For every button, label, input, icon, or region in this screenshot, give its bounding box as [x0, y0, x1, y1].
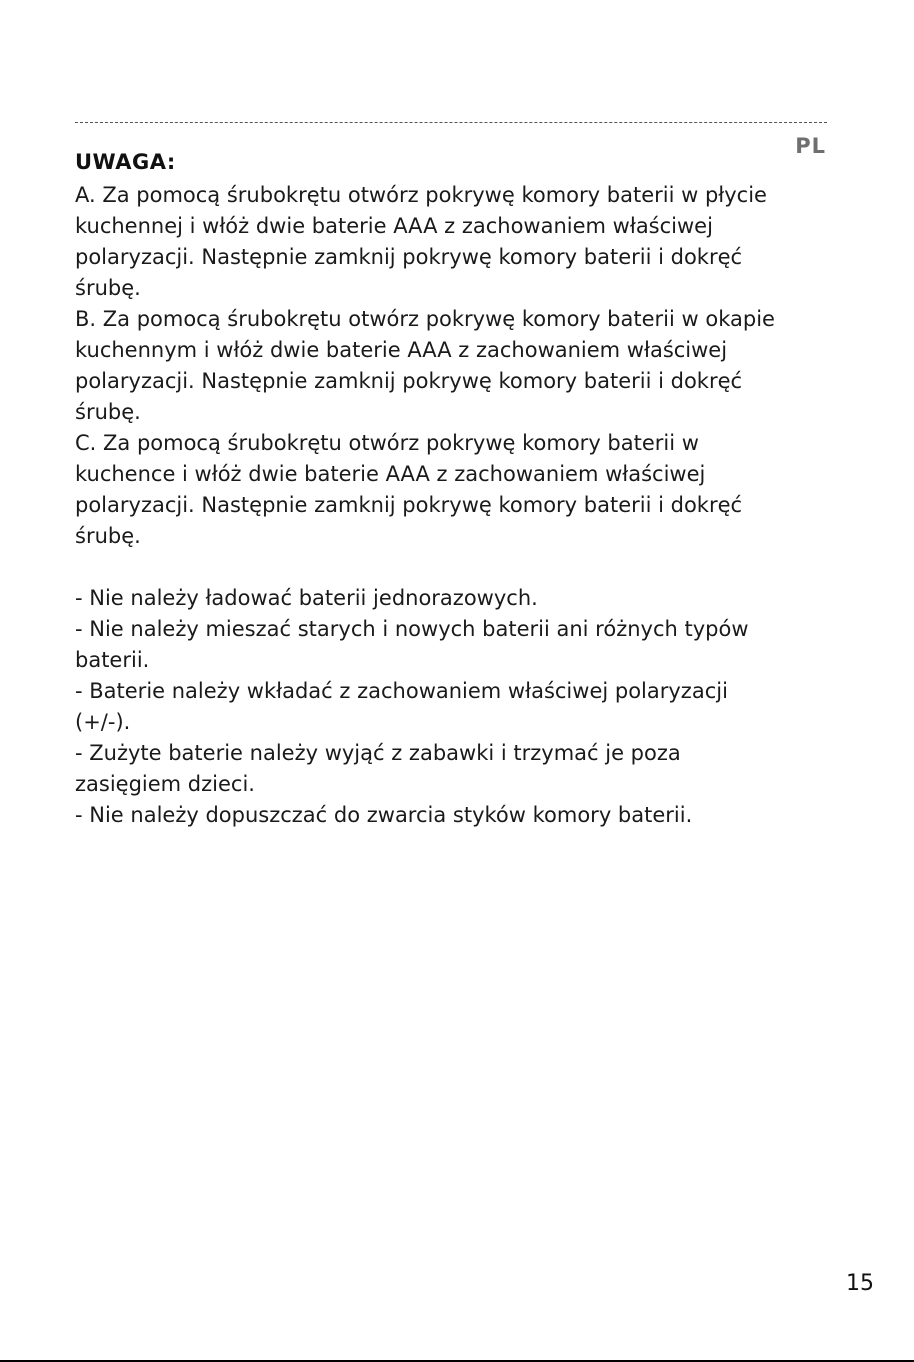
warning-item [75, 614, 855, 676]
text-line: - Zużyte baterie należy wyjąć z zabawki i trzymać je poza [75, 741, 681, 765]
text-line: - Nie należy dopuszczać do zwarcia styków komory baterii. [75, 803, 693, 827]
text-line: - Baterie należy wkładać z zachowaniem właściwej polaryzacji [75, 679, 728, 703]
text-line: polaryzacji. Następnie zamknij pokrywę komory baterii i dokręć [75, 493, 743, 517]
text-line: śrubę. [75, 524, 141, 548]
page-number: 15 [846, 1271, 874, 1296]
text-line: kuchence i włóż dwie baterie AAA z zachowaniem właściwej [75, 462, 706, 486]
text-line: polaryzacji. Następnie zamknij pokrywę komory baterii i dokręć [75, 369, 743, 393]
warning-item [75, 800, 855, 831]
notice-heading: UWAGA: [75, 150, 176, 174]
text-line: baterii. [75, 648, 150, 672]
language-code: PL [795, 134, 826, 158]
notice-body [75, 180, 855, 831]
text-line: polaryzacji. Następnie zamknij pokrywę komory baterii i dokręć [75, 245, 743, 269]
instruction-b [75, 304, 855, 428]
warning-item [75, 676, 855, 738]
text-line: śrubę. [75, 276, 141, 300]
warning-item [75, 583, 855, 614]
paragraph-gap [75, 552, 855, 583]
text-line: śrubę. [75, 400, 141, 424]
text-line: zasięgiem dzieci. [75, 772, 255, 796]
text-line: A. Za pomocą śrubokrętu otwórz pokrywę komory baterii w płycie [75, 183, 767, 207]
instruction-c [75, 428, 855, 552]
dashed-separator [75, 122, 827, 123]
text-line: C. Za pomocą śrubokrętu otwórz pokrywę komory baterii w [75, 431, 699, 455]
text-line: kuchennej i włóż dwie baterie AAA z zachowaniem właściwej [75, 214, 713, 238]
text-line: - Nie należy ładować baterii jednorazowych. [75, 586, 538, 610]
text-line: B. Za pomocą śrubokrętu otwórz pokrywę komory baterii w okapie [75, 307, 775, 331]
text-line: (+/-). [75, 710, 131, 734]
warning-item [75, 738, 855, 800]
text-line: - Nie należy mieszać starych i nowych baterii ani różnych typów [75, 617, 749, 641]
text-line: kuchennym i włóż dwie baterie AAA z zachowaniem właściwej [75, 338, 728, 362]
instruction-a [75, 180, 855, 304]
